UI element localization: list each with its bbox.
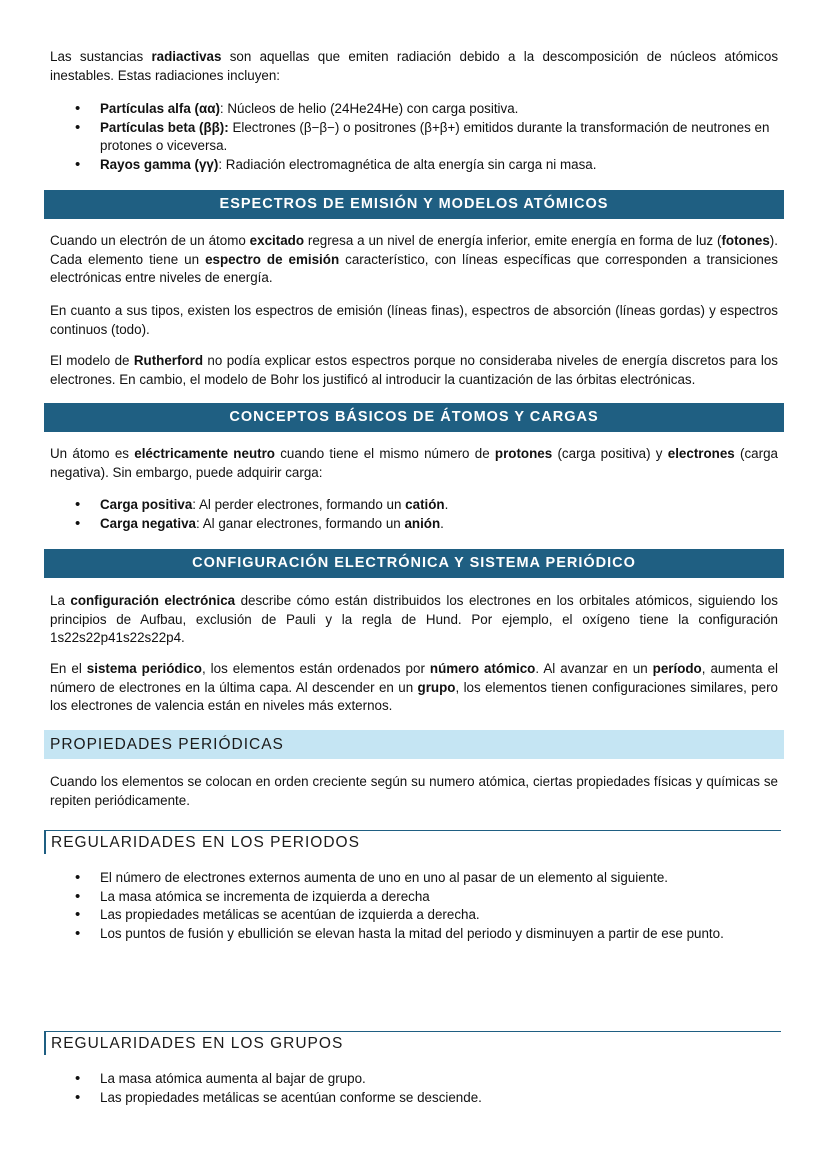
text-segment: ). Cada elemento tiene un	[50, 233, 778, 267]
radiation-list	[50, 100, 778, 174]
bold-term: grupo	[417, 679, 456, 695]
emision-paragraph-1	[50, 232, 778, 288]
text-segment: (carga negativa). Sin embargo, puede adquirir carga:	[50, 446, 778, 480]
list-item-term: Partículas alfa (αα)	[100, 101, 220, 116]
bold-term: período	[652, 661, 702, 676]
list-item: • Las propiedades metálicas se acentúan conforme se desciende.	[50, 1089, 778, 1108]
intro-paragraph	[50, 48, 778, 85]
list-item-bold-end: catión	[405, 497, 445, 512]
text-segment: Cuando un electrón de un átomo	[50, 233, 250, 248]
cargas-paragraph	[50, 445, 778, 482]
text-segment: , aumenta el número de electrones en la última capa. Al descender en un	[50, 661, 778, 695]
bold-term: protones	[494, 446, 553, 461]
config-paragraph-1	[50, 592, 778, 648]
list-item-text: Electrones (β−β−) o positrones (β+β+) emitidos durante la transformación de neutrones en protones o viceversa.	[100, 119, 770, 153]
charge-list	[50, 496, 778, 533]
intro-text-1: Las sustancias	[50, 49, 152, 64]
list-item-text: : Núcleos de helio (24He24He) con carga positiva.	[219, 101, 519, 116]
emision-paragraph-3	[50, 352, 778, 389]
list-item: • El número de electrones externos aumenta de uno en uno al pasar de un elemento al siguiente.	[50, 869, 778, 888]
list-item	[50, 156, 778, 175]
section-heading-cargas: CONCEPTOS BÁSICOS DE ÁTOMOS Y CARGAS	[44, 403, 784, 432]
text-segment: cuando tiene el mismo número de	[274, 446, 495, 461]
bold-term: número atómico	[429, 661, 536, 676]
bold-term: excitado	[249, 233, 304, 248]
text-segment: Un átomo es	[50, 446, 135, 461]
list-item	[50, 119, 778, 156]
grupos-list	[50, 1070, 778, 1107]
list-item-text: : Al ganar electrones, formando un	[196, 515, 405, 531]
emision-paragraph-2: En cuanto a sus tipos, existen los espectros de emisión (líneas finas), espectros de absorción (líneas gordas) y espectros continuos (todo).	[50, 303, 778, 337]
bold-term: espectro de emisión	[205, 251, 340, 267]
text-segment: no podía explicar estos espectros porque no consideraba niveles de energía discretos para los electrones. En cambio, el modelo de Bohr los justificó al introducir la cuantización de las órbitas electrónicas.	[50, 353, 778, 387]
list-item-term: Rayos gamma (γγ)	[100, 156, 219, 172]
section-heading-periodos: REGULARIDADES EN LOS PERIODOS	[44, 830, 781, 854]
list-item-term: Carga positiva	[100, 497, 193, 512]
list-item: • Las propiedades metálicas se acentúan de izquierda a derecha.	[50, 906, 778, 925]
list-item-text: : Al perder electrones, formando un	[192, 497, 406, 512]
list-item-text: : Radiación electromagnética de alta energía sin carga ni masa.	[218, 156, 597, 172]
bold-term: configuración electrónica	[70, 593, 236, 608]
list-item-bold-end: anión	[404, 515, 441, 531]
text-segment: describe cómo están distribuidos los electrones en los orbitales atómicos, siguiendo los principios de Aufbau, exclusión de Pauli y la regla de Hund. Por ejemplo, el oxígeno tiene la configuración 1s22s22p41s22s22p4.	[50, 593, 778, 645]
bold-term: sistema periódico	[86, 661, 202, 676]
periodos-list	[50, 869, 778, 943]
section-heading-emision: ESPECTROS DE EMISIÓN Y MODELOS ATÓMICOS	[44, 190, 784, 219]
config-paragraph-2	[50, 660, 778, 716]
section-heading-config: CONFIGURACIÓN ELECTRÓNICA Y SISTEMA PERIÓDICO	[44, 549, 784, 578]
text-segment: , los elementos están ordenados por	[201, 661, 430, 676]
text-segment: El modelo de	[50, 353, 134, 368]
text-segment: La	[50, 593, 71, 608]
list-item	[50, 496, 778, 515]
intro-bold-radiactivas: radiactivas	[151, 49, 222, 64]
bold-term: eléctricamente neutro	[134, 446, 275, 461]
bold-term: electrones	[667, 446, 735, 461]
list-item: • Los puntos de fusión y ebullición se elevan hasta la mitad del periodo y disminuyen a partir de ese punto.	[50, 925, 778, 944]
text-segment: regresa a un nivel de energía inferior, emite energía en forma de luz (	[304, 233, 722, 248]
list-item	[50, 100, 778, 119]
list-item-term: Partículas beta (ββ):	[100, 119, 229, 135]
list-item	[50, 515, 778, 534]
list-item: • La masa atómica aumenta al bajar de grupo.	[50, 1070, 778, 1089]
list-item: • La masa atómica se incrementa de izquierda a derecha	[50, 888, 778, 907]
text-segment: característico, con líneas específicas que corresponden a transiciones electrónicas entre niveles de energía.	[50, 251, 778, 285]
list-item-end: .	[444, 497, 449, 512]
propiedades-paragraph: Cuando los elementos se colocan en orden creciente según su numero atómica, ciertas propiedades físicas y químicas se repiten periódicamente.	[50, 774, 778, 808]
section-heading-propiedades: PROPIEDADES PERIÓDICAS	[44, 730, 784, 759]
text-segment: En el	[50, 661, 87, 676]
intro-text-2: son aquellas que emiten radiación debido a la descomposición de núcleos atómicos inestables. Estas radiaciones incluyen:	[50, 49, 779, 83]
list-item-term: Carga negativa	[100, 515, 197, 531]
text-segment: , los elementos tienen configuraciones similares, pero los electrones de valencia están en niveles más externos.	[50, 679, 778, 713]
text-segment: (carga positiva) y	[552, 446, 668, 461]
bold-term: Rutherford	[133, 353, 204, 368]
bold-term: fotones	[721, 233, 770, 248]
section-heading-grupos: REGULARIDADES EN LOS GRUPOS	[44, 1031, 781, 1055]
text-segment: . Al avanzar en un	[535, 661, 653, 676]
list-item-end: .	[440, 515, 444, 531]
